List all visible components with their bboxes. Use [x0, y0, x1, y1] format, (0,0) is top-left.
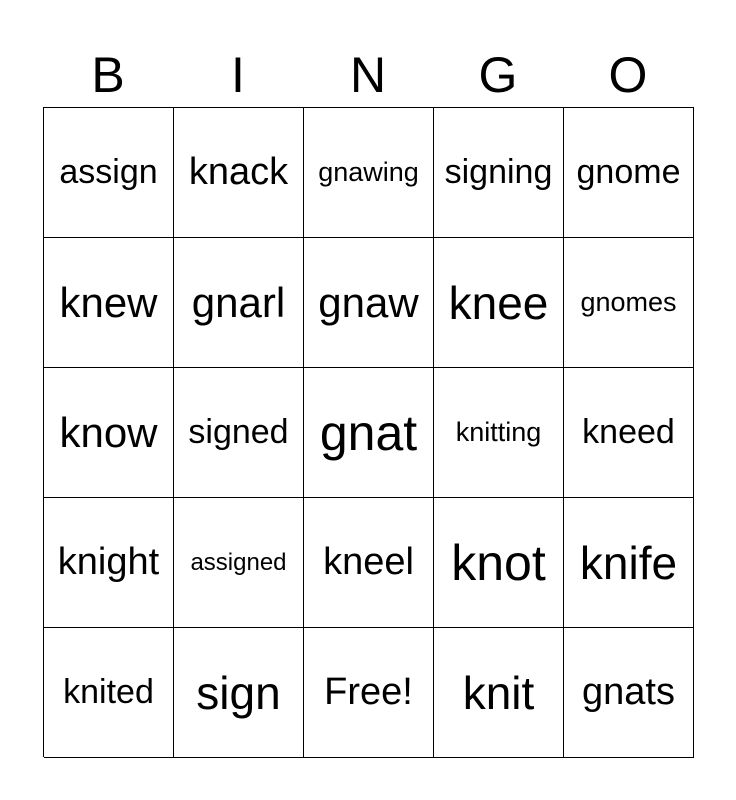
bingo-cell-r5-c2[interactable]: sign: [174, 628, 304, 758]
bingo-cell-free[interactable]: Free!: [304, 628, 434, 758]
bingo-cell-r2-c4[interactable]: knee: [434, 238, 564, 368]
bingo-cell-r1-c2[interactable]: knack: [174, 108, 304, 238]
bingo-cell-r1-c1[interactable]: assign: [44, 108, 174, 238]
bingo-cell-r1-c5[interactable]: gnome: [564, 108, 694, 238]
bingo-cell-r3-c4[interactable]: knitting: [434, 368, 564, 498]
bingo-cell-r2-c2[interactable]: gnarl: [174, 238, 304, 368]
bingo-cell-r2-c5[interactable]: gnomes: [564, 238, 694, 368]
bingo-cell-r1-c4[interactable]: signing: [434, 108, 564, 238]
header-letter-i: I: [231, 47, 245, 103]
bingo-cell-r5-c5[interactable]: gnats: [564, 628, 694, 758]
header-letter-b: B: [91, 47, 125, 103]
bingo-cell-r2-c3[interactable]: gnaw: [304, 238, 434, 368]
bingo-cell-r3-c3[interactable]: gnat: [304, 368, 434, 498]
bingo-cell-r3-c2[interactable]: signed: [174, 368, 304, 498]
bingo-board: [43, 107, 694, 757]
bingo-cell-r1-c3[interactable]: gnawing: [304, 108, 434, 238]
bingo-cell-r4-c3[interactable]: kneel: [304, 498, 434, 628]
bingo-cell-r4-c1[interactable]: knight: [44, 498, 174, 628]
bingo-cell-r5-c1[interactable]: knited: [44, 628, 174, 758]
header-letter-o: O: [608, 47, 648, 103]
header-letter-g: G: [478, 47, 518, 103]
bingo-cell-r3-c5[interactable]: kneed: [564, 368, 694, 498]
bingo-cell-r3-c1[interactable]: know: [44, 368, 174, 498]
bingo-header: [43, 44, 693, 106]
bingo-cell-r5-c4[interactable]: knit: [434, 628, 564, 758]
bingo-cell-r4-c2[interactable]: assigned: [174, 498, 304, 628]
header-letter-n: N: [349, 47, 387, 103]
bingo-cell-r4-c5[interactable]: knife: [564, 498, 694, 628]
bingo-cell-r2-c1[interactable]: knew: [44, 238, 174, 368]
bingo-cell-r4-c4[interactable]: knot: [434, 498, 564, 628]
